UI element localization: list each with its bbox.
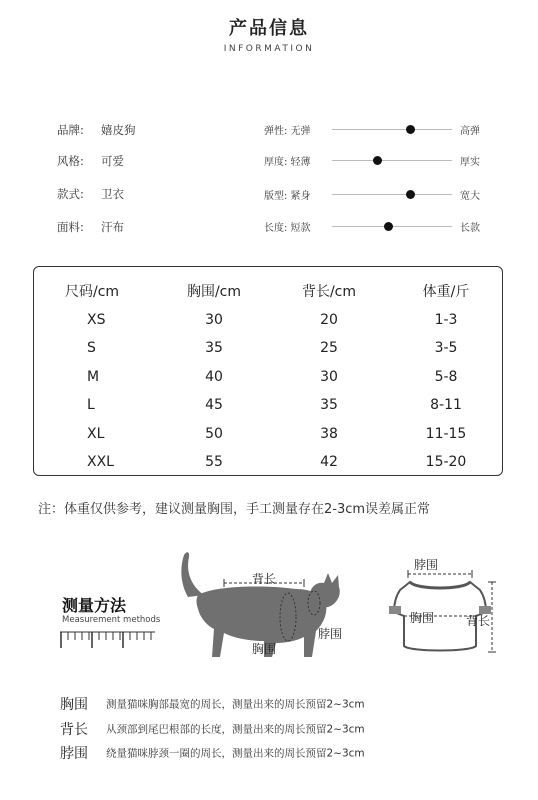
scale-elasticity [264, 121, 494, 137]
attribute-key: 品牌: [57, 123, 84, 137]
table-cell: 25 [320, 340, 338, 357]
ruler-icon [60, 630, 155, 650]
table-cell: 11-15 [425, 425, 467, 442]
table-cell: 8-11 [430, 397, 462, 414]
table-header-row [33, 277, 503, 306]
attribute-type [57, 186, 124, 202]
scale-right-label: 高弹 [460, 126, 480, 137]
scale-label: 弹性: 无弹 [264, 126, 311, 137]
scale-marker [406, 190, 415, 199]
scale-label: 长度: 短款 [264, 223, 311, 234]
table-header-cell: 胸围/cm [186, 284, 242, 301]
table-cell: 42 [320, 454, 338, 471]
table-cell: XS [87, 311, 106, 328]
size-note: 注：体重仅供参考，建议测量胸围，手工测量存在2-3cm误差属正常 [38, 502, 431, 517]
scale-marker [373, 156, 382, 165]
scale-marker [384, 222, 393, 231]
definition-back [60, 719, 365, 739]
shirt-chest-label: 胸围 [410, 611, 435, 625]
cat-back-label: 背长 [252, 572, 277, 586]
cat-chest-label: 胸围 [252, 642, 277, 656]
table-row [33, 448, 503, 477]
table-cell: 1-3 [434, 311, 458, 328]
scale-track [332, 160, 452, 161]
table-cell: 20 [320, 311, 338, 328]
attribute-value: 嬉皮狗 [101, 123, 136, 137]
attribute-key: 风格: [57, 154, 84, 168]
table-cell: XL [87, 425, 105, 442]
definition-desc: 绕量猫咪脖颈一圈的周长，测量出来的周长预留2~3cm [106, 747, 365, 760]
table-header-cell: 体重/斤 [422, 284, 470, 301]
table-cell: 30 [320, 368, 338, 385]
scale-right-label: 厚实 [460, 157, 480, 168]
definition-term: 胸围 [60, 697, 88, 713]
definition-term: 脖围 [60, 746, 88, 762]
table-cell: 30 [205, 311, 223, 328]
scale-right-label: 宽大 [460, 191, 480, 202]
attribute-value: 汗布 [101, 220, 124, 234]
cat-neck-label: 脖围 [318, 627, 343, 641]
table-row [33, 363, 503, 392]
definition-desc: 从颈部到尾巴根部的长度，测量出来的周长预留2~3cm [106, 723, 365, 736]
measurement-subtitle: Measurement methods [62, 615, 161, 625]
scale-track [332, 129, 452, 130]
definition-neck [60, 743, 365, 763]
attribute-key: 款式: [57, 187, 84, 201]
table-cell: 5-8 [434, 368, 458, 385]
attribute-style [57, 153, 124, 169]
attribute-brand [57, 122, 136, 138]
shirt-neck-label: 脖围 [414, 558, 439, 572]
table-cell: 35 [205, 340, 223, 357]
scale-fit [264, 186, 494, 202]
scale-length [264, 218, 494, 234]
scale-label: 厚度: 轻薄 [264, 157, 311, 168]
scale-track [332, 194, 452, 195]
scale-label: 版型: 紧身 [264, 191, 311, 202]
attribute-fabric [57, 219, 124, 235]
table-cell: XXL [87, 454, 114, 471]
definition-desc: 测量猫咪胸部最宽的周长，测量出来的周长预留2~3cm [106, 698, 365, 711]
table-cell: S [87, 340, 96, 357]
table-cell: 45 [205, 397, 223, 414]
table-header-cell: 背长/cm [301, 284, 357, 301]
table-cell: 3-5 [434, 340, 458, 357]
table-header-cell: 尺码/cm [65, 284, 120, 301]
page-subtitle: INFORMATION [223, 44, 315, 54]
attribute-key: 面料: [57, 220, 84, 234]
table-cell: L [87, 397, 95, 414]
scale-marker [406, 125, 415, 134]
table-cell: 55 [205, 454, 223, 471]
table-row [33, 420, 503, 449]
attribute-value: 卫衣 [101, 187, 124, 201]
attribute-value: 可爱 [101, 154, 124, 168]
shirt-back-label: 背长 [466, 614, 491, 628]
definition-term: 背长 [60, 722, 88, 738]
table-cell: M [87, 368, 100, 385]
table-row [33, 334, 503, 363]
table-cell: 50 [205, 425, 223, 442]
table-row [33, 306, 503, 335]
definition-chest [60, 694, 365, 714]
table-cell: 38 [320, 425, 338, 442]
table-cell: 40 [205, 368, 223, 385]
scale-right-label: 长款 [460, 223, 480, 234]
page-title: 产品信息 [229, 18, 309, 39]
table-cell: 35 [320, 397, 338, 414]
size-table [33, 277, 503, 477]
measurement-title: 测量方法 [62, 596, 127, 615]
table-row [33, 391, 503, 420]
table-cell: 15-20 [425, 454, 467, 471]
scale-thickness [264, 152, 494, 168]
